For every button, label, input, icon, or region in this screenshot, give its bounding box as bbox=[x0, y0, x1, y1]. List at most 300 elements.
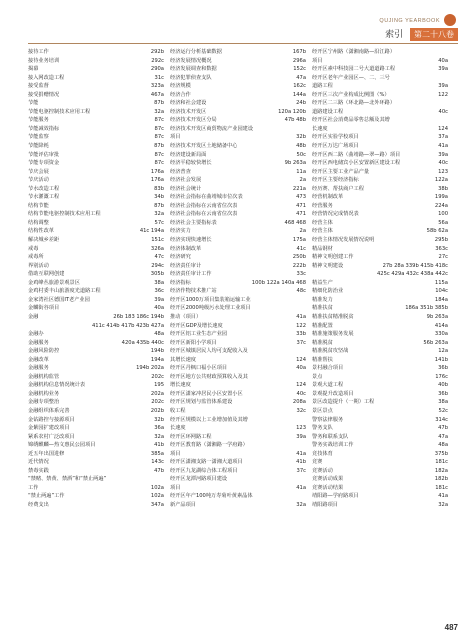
index-entry bbox=[28, 313, 164, 322]
index-page-ref: 36a bbox=[154, 425, 164, 432]
index-entry bbox=[170, 74, 306, 83]
index-page-ref: 100 bbox=[438, 211, 448, 218]
index-term: 经开区九龙湖综合体工程项目 bbox=[170, 467, 238, 474]
index-term: 增长速度 bbox=[170, 382, 191, 389]
index-term: 节庆会展 bbox=[28, 168, 49, 175]
index-term: 收工程 bbox=[170, 407, 186, 414]
index-term: 节能专项资金 bbox=[28, 160, 60, 167]
index-page-ref: 32c bbox=[296, 407, 306, 414]
index-entry bbox=[312, 492, 448, 501]
index-page-ref: 41a bbox=[438, 493, 448, 500]
index-entry bbox=[312, 484, 448, 493]
yearbook-logo-icon bbox=[444, 14, 456, 26]
index-entry bbox=[312, 450, 448, 459]
index-page-ref: 32b bbox=[296, 134, 306, 141]
index-entry bbox=[170, 159, 306, 168]
index-page-ref: 33b bbox=[296, 331, 306, 338]
index-entry bbox=[312, 91, 448, 100]
index-entry bbox=[170, 116, 306, 125]
index-entry bbox=[28, 74, 164, 83]
index-term: 竞赛活动 bbox=[312, 467, 333, 474]
index-page-ref: 40a bbox=[438, 57, 448, 64]
index-page-ref: 47a bbox=[438, 433, 448, 440]
index-entry bbox=[170, 304, 306, 313]
index-page-ref: 38a bbox=[438, 399, 448, 406]
index-term: 金麟街谷项目 bbox=[28, 305, 60, 312]
index-entry bbox=[312, 193, 448, 202]
index-term: 金家湾社区德国IT老产业园 bbox=[28, 296, 90, 303]
index-page-ref: 27c bbox=[438, 254, 448, 261]
index-entry bbox=[312, 202, 448, 211]
index-term: 禁毒实践 bbox=[28, 467, 49, 474]
index-entry bbox=[170, 287, 306, 296]
index-page-ref: 167b bbox=[292, 49, 306, 55]
index-entry bbox=[312, 82, 448, 91]
index-entry bbox=[312, 57, 448, 66]
index-entry bbox=[28, 159, 164, 168]
index-term: 经开区年产100吨万寿菊叶黄素晶体 bbox=[170, 493, 253, 500]
index-page-ref: 144a bbox=[292, 91, 306, 98]
index-page-ref: 250b bbox=[292, 254, 306, 261]
index-page-ref: 326a bbox=[150, 245, 164, 252]
index-page-ref: 123 bbox=[296, 425, 306, 432]
index-entry bbox=[312, 142, 448, 151]
index-page-ref: 294c bbox=[151, 262, 164, 269]
index-entry bbox=[312, 364, 448, 373]
index-term: 接待工作 bbox=[28, 49, 49, 55]
index-page-ref: 375b bbox=[434, 450, 448, 457]
index-entry bbox=[170, 390, 306, 399]
index-term: 经济技术开发区分局 bbox=[170, 117, 217, 124]
index-term: 项目 bbox=[170, 484, 181, 491]
index-entry bbox=[312, 65, 448, 74]
index-term: 警务支队 bbox=[312, 425, 333, 432]
index-term: 经开区城镇居民人均可支配收入及 bbox=[170, 348, 248, 355]
index-entry bbox=[28, 202, 164, 211]
index-term: 节能 bbox=[28, 100, 39, 107]
index-page-ref: 176a bbox=[150, 168, 164, 175]
index-entry bbox=[28, 450, 164, 459]
index-term: 近代情况 bbox=[28, 459, 49, 466]
index-entry bbox=[170, 253, 306, 262]
index-entry bbox=[312, 48, 448, 57]
index-page-ref: 468 468 bbox=[284, 219, 306, 226]
index-entry bbox=[28, 433, 164, 442]
index-page-ref: 347a bbox=[150, 501, 164, 508]
index-term: 节能评估审批 bbox=[28, 151, 60, 158]
index-entry bbox=[28, 330, 164, 339]
index-entry bbox=[170, 245, 306, 254]
index-page-ref: 104c bbox=[435, 288, 448, 295]
index-term: 经济社会指标在云南省位次表 bbox=[170, 211, 238, 218]
index-term: 精准施策服务发展 bbox=[312, 331, 354, 338]
index-entry bbox=[170, 364, 306, 373]
index-entry bbox=[28, 441, 164, 450]
index-entry bbox=[28, 339, 164, 348]
index-page-ref: 222b bbox=[292, 262, 306, 269]
index-term: 工作 bbox=[28, 484, 39, 491]
index-entry bbox=[28, 253, 164, 262]
index-page-ref: 296a bbox=[292, 57, 306, 64]
index-page-ref: 194b bbox=[150, 348, 164, 355]
index-entry bbox=[312, 296, 448, 305]
index-entry bbox=[312, 347, 448, 356]
index-entry bbox=[170, 82, 306, 91]
index-page-ref: 26b 183 186c 194b bbox=[113, 313, 164, 320]
index-entry bbox=[170, 48, 306, 57]
index-page-ref: 224a bbox=[434, 202, 448, 209]
index-entry bbox=[312, 253, 448, 262]
index-entry bbox=[312, 322, 448, 331]
index-term: 经营主体 bbox=[312, 228, 333, 235]
index-page-ref: 323a bbox=[150, 83, 164, 90]
index-term: 警务和联系支队 bbox=[312, 433, 349, 440]
index-page-ref: 414a bbox=[434, 322, 448, 329]
page-number: 487 bbox=[444, 623, 458, 632]
index-entry bbox=[170, 151, 306, 160]
index-term: 金融专项整治 bbox=[28, 399, 60, 406]
index-entry bbox=[312, 168, 448, 177]
index-page-ref: 292c bbox=[151, 57, 164, 64]
index-page-ref: 182a bbox=[434, 467, 448, 474]
index-term: 节水改造工程 bbox=[28, 185, 60, 192]
index-entry bbox=[28, 467, 164, 476]
index-entry bbox=[312, 424, 448, 433]
index-entry bbox=[312, 279, 448, 288]
index-term: 经营机制改革 bbox=[312, 194, 344, 201]
index-entry bbox=[312, 381, 448, 390]
index-term: 经开区二三路（环北路—北外环路） bbox=[312, 100, 396, 107]
index-page-ref: 182b bbox=[434, 476, 448, 483]
index-page-ref: 41c bbox=[296, 245, 306, 252]
index-page-ref: 32a bbox=[438, 501, 448, 508]
index-term: 经济技术开发区 bbox=[170, 108, 207, 115]
index-entry bbox=[312, 99, 448, 108]
index-page-ref: 39a bbox=[154, 296, 164, 303]
index-term: 借助互联网创建 bbox=[28, 271, 65, 278]
index-term: 经济发展调查和数据 bbox=[170, 66, 217, 73]
section-title: 索引 bbox=[385, 30, 404, 40]
index-page-ref: 47a bbox=[296, 74, 306, 81]
index-page-ref: 186a 351b 385b bbox=[405, 305, 448, 312]
index-term: 经济社会发展 bbox=[170, 177, 202, 184]
index-term: 金融机构业务 bbox=[28, 390, 60, 397]
index-entry bbox=[170, 373, 306, 382]
index-term: 经开区老年产业园区—、二、三号 bbox=[312, 74, 390, 81]
index-entry bbox=[28, 501, 164, 510]
index-page-ref: 33c bbox=[296, 271, 306, 278]
index-term: 经开区龙潭河路项目建设 bbox=[170, 476, 228, 483]
index-entry bbox=[28, 99, 164, 108]
index-page-ref: 48b bbox=[296, 143, 306, 150]
index-term: 紧系农村广泛改项目 bbox=[28, 433, 75, 440]
index-entry bbox=[170, 339, 306, 348]
index-page-ref: 39a bbox=[438, 83, 448, 90]
index-term: 戒毒所 bbox=[28, 254, 44, 261]
index-term: 景区改造提升（一期）工程 bbox=[312, 399, 375, 406]
index-page-ref: 184a bbox=[434, 296, 448, 303]
index-term: 经济合作 bbox=[170, 91, 191, 98]
index-entry bbox=[28, 125, 164, 134]
index-term: 项目 bbox=[170, 134, 181, 141]
index-page-ref: 47c bbox=[154, 254, 164, 261]
index-page-ref: 176a bbox=[150, 177, 164, 184]
index-term: 经开区GDP及增长速度 bbox=[170, 322, 223, 329]
index-term: 锦绣麒麟—热文惠民公园项目 bbox=[28, 442, 96, 449]
index-term: 经开区丹枫口福小区项目 bbox=[170, 365, 228, 372]
index-page-ref: 102a bbox=[150, 493, 164, 500]
index-entry bbox=[28, 236, 164, 245]
index-term: 经济技术开发区土地储备中心 bbox=[170, 143, 238, 150]
index-term: 经济责任审计工作 bbox=[170, 271, 212, 278]
index-page-ref: 141b bbox=[434, 356, 448, 363]
index-term: 经开区宁州路（潇湘南路—沿江路） bbox=[312, 49, 396, 55]
index-term: 金融机构信息情况统计表 bbox=[28, 382, 86, 389]
index-term: 经济社会指标在云南省位次表 bbox=[170, 202, 238, 209]
index-page-ref: 87c bbox=[154, 160, 164, 167]
index-entry bbox=[170, 91, 306, 100]
index-entry bbox=[312, 501, 448, 510]
index-entry bbox=[28, 416, 164, 425]
index-page-ref: 39a bbox=[438, 66, 448, 73]
index-entry bbox=[312, 262, 448, 271]
index-page-ref: 87c bbox=[154, 117, 164, 124]
index-term: 景观大道工程 bbox=[312, 382, 344, 389]
index-entry bbox=[28, 347, 164, 356]
index-entry bbox=[28, 82, 164, 91]
index-page-ref: 122 bbox=[296, 322, 306, 329]
index-term: 经开区2000吨级污水处理工业项目 bbox=[170, 305, 251, 312]
index-entry bbox=[170, 296, 306, 305]
index-term: 经开区地方公共财政预算收入及其 bbox=[170, 373, 248, 380]
index-page-ref: 32a bbox=[296, 501, 306, 508]
index-page-ref: 47b 48b bbox=[284, 117, 306, 124]
index-term: 金融服务 bbox=[28, 339, 49, 346]
index-term: 金融改革 bbox=[28, 356, 49, 363]
index-entry bbox=[312, 304, 448, 313]
index-entry bbox=[170, 193, 306, 202]
index-page-ref: 87c bbox=[154, 125, 164, 132]
index-term: 经开区素中科技园二号大道道路工程 bbox=[312, 66, 396, 73]
index-entry bbox=[312, 330, 448, 339]
index-page-ref: 41a bbox=[438, 143, 448, 150]
index-entry bbox=[170, 236, 306, 245]
index-term: 精准配置 bbox=[312, 322, 333, 329]
index-page-ref: 202c bbox=[151, 399, 164, 406]
index-page-ref: 56a bbox=[438, 219, 448, 226]
index-entry bbox=[312, 125, 448, 134]
index-entry bbox=[28, 262, 164, 271]
index-term: 经开区西电储宾小区安置新区建设工程 bbox=[312, 160, 401, 167]
index-page-ref: 37c bbox=[296, 467, 306, 474]
index-entry bbox=[312, 133, 448, 142]
index-entry bbox=[312, 245, 448, 254]
index-term: 经开区西二路（曲靖路—翠—路）项目 bbox=[312, 151, 401, 158]
index-term: 经开区潇家冲居民小区安置小区 bbox=[170, 390, 243, 397]
index-term: 经营主体 bbox=[312, 219, 333, 226]
index-entry bbox=[28, 398, 164, 407]
index-entry bbox=[312, 287, 448, 296]
index-term: 金鸡峰丛旅游景观景区 bbox=[28, 279, 80, 286]
index-term: 警务实战培训工作 bbox=[312, 442, 354, 449]
index-page-ref: 39a bbox=[296, 433, 306, 440]
index-term: 经济平稳较快增长 bbox=[170, 160, 212, 167]
index-term: 节能降耗 bbox=[28, 143, 49, 150]
index-page-ref: 40c bbox=[438, 160, 448, 167]
index-entry bbox=[170, 501, 306, 510]
index-term: 解决城乡差距 bbox=[28, 237, 60, 244]
index-term: 经开区社会消费品零售总额及其增 bbox=[312, 117, 390, 124]
index-page-ref: 37a bbox=[438, 134, 448, 141]
index-entry bbox=[312, 467, 448, 476]
index-term: 长速度 bbox=[312, 125, 328, 132]
header-divider bbox=[28, 43, 458, 44]
index-term: 结构节能电驱控制技术应用工程 bbox=[28, 211, 101, 218]
index-entry bbox=[170, 185, 306, 194]
index-term: 接待业务培训 bbox=[28, 57, 60, 64]
index-page-ref: 162c bbox=[293, 83, 306, 90]
index-entry bbox=[28, 424, 164, 433]
index-page-ref: 471 bbox=[296, 211, 306, 218]
index-entry bbox=[28, 133, 164, 142]
index-term: 经济实现快速增长 bbox=[170, 237, 212, 244]
index-entry bbox=[170, 168, 306, 177]
index-page-ref: 40c bbox=[438, 108, 448, 115]
index-term: 结构节能 bbox=[28, 202, 49, 209]
index-page-ref: 87b bbox=[154, 143, 164, 150]
index-page-ref: 175a bbox=[292, 237, 306, 244]
index-page-ref: 48a bbox=[438, 442, 448, 449]
index-entry bbox=[312, 407, 448, 416]
index-entry bbox=[28, 193, 164, 202]
index-page-ref: 9b 263a bbox=[284, 160, 306, 167]
index-term: 经开区环网路工程 bbox=[170, 433, 212, 440]
index-page-ref: 202c bbox=[151, 373, 164, 380]
page-header bbox=[385, 27, 458, 41]
index-entry bbox=[28, 185, 164, 194]
index-term: 竞赛活动结果 bbox=[312, 484, 344, 491]
index-entry bbox=[170, 492, 306, 501]
volume-badge: 第二十八卷 bbox=[410, 28, 458, 41]
index-page-ref: 48c bbox=[296, 288, 306, 295]
index-page-ref: 47b bbox=[438, 425, 448, 432]
index-term: 揭幕 bbox=[28, 66, 39, 73]
index-page-ref: 124 bbox=[438, 125, 448, 132]
index-term: 精益生产 bbox=[312, 279, 333, 286]
index-term: 景区景点 bbox=[312, 407, 333, 414]
index-entry bbox=[170, 398, 306, 407]
index-page-ref: 124 bbox=[296, 356, 306, 363]
index-entry bbox=[28, 210, 164, 219]
index-page-ref: 176c bbox=[435, 373, 448, 380]
index-term: 道路建设工程 bbox=[312, 108, 344, 115]
index-term: “禁赌、禁黄、禁酒”和“禁止两遍” bbox=[28, 476, 107, 483]
index-page-ref: 31c bbox=[154, 74, 164, 81]
index-term: 金融组织体系完善 bbox=[28, 407, 70, 414]
index-page-ref: 411c 414b 417b 423b 427a bbox=[91, 322, 164, 329]
index-term: 竞赛 bbox=[312, 459, 323, 466]
index-term: 金融办 bbox=[28, 331, 44, 338]
index-entry bbox=[312, 151, 448, 160]
index-term: 经济和社会建设 bbox=[170, 100, 207, 107]
index-entry bbox=[170, 219, 306, 228]
index-page-ref: 56b 263a bbox=[423, 339, 448, 346]
index-entry bbox=[28, 484, 164, 493]
index-page-ref: 40c bbox=[296, 390, 306, 397]
index-entry bbox=[312, 116, 448, 125]
index-entry bbox=[170, 347, 306, 356]
index-term: 金鸡村委丰山旅游度光道路工程 bbox=[28, 288, 101, 295]
index-term: 节能服务 bbox=[28, 117, 49, 124]
index-page-ref: 467a bbox=[150, 91, 164, 98]
index-term: 戒毒 bbox=[28, 245, 39, 252]
index-entry bbox=[28, 227, 164, 236]
index-term: 精准脱贫 bbox=[312, 339, 333, 346]
index-entry bbox=[170, 133, 306, 142]
index-page-ref: 38b bbox=[438, 185, 448, 192]
index-page-ref: 32b bbox=[154, 416, 164, 423]
index-page-ref: 151c bbox=[151, 237, 164, 244]
index-page-ref: 2a bbox=[299, 177, 306, 184]
index-entry bbox=[312, 339, 448, 348]
index-page-ref: 41a bbox=[296, 484, 306, 491]
index-page-ref: 48a bbox=[154, 331, 164, 338]
index-term: 节能电驱控制技术应用工程 bbox=[28, 108, 91, 115]
index-term: 道路工程 bbox=[312, 83, 333, 90]
index-term: 经开区铝工业生态产业园 bbox=[170, 331, 228, 338]
index-term: 精神文明创建工作 bbox=[312, 254, 354, 261]
index-page-ref: 38a bbox=[154, 279, 164, 286]
index-term: 经济研究 bbox=[170, 254, 191, 261]
index-term: 景村融合项目 bbox=[312, 365, 344, 372]
index-entry bbox=[28, 65, 164, 74]
index-entry bbox=[28, 458, 164, 467]
index-page-ref: 199a bbox=[434, 194, 448, 201]
index-entry bbox=[28, 390, 164, 399]
index-term: 经济作物技术推广站 bbox=[170, 288, 217, 295]
index-term: 推动（项目） bbox=[170, 313, 202, 320]
index-entry bbox=[312, 219, 448, 228]
index-term: 经济运行分析基础数据 bbox=[170, 49, 222, 55]
index-term: 经开区万达广场项目 bbox=[312, 143, 359, 150]
index-page-ref: 87b bbox=[154, 100, 164, 107]
index-term: 精准扶贫 bbox=[312, 305, 333, 312]
index-term: 经开区规划与监管体系建设 bbox=[170, 399, 233, 406]
index-term: 项目 bbox=[312, 57, 323, 64]
index-page-ref: 41b bbox=[154, 442, 164, 449]
index-term: 经济社会主要指标表 bbox=[170, 219, 217, 226]
index-entry bbox=[170, 467, 306, 476]
index-term: 接受监督 bbox=[28, 83, 49, 90]
index-entry bbox=[170, 458, 306, 467]
index-page-ref: 124 bbox=[296, 382, 306, 389]
index-page-ref: 34b bbox=[154, 194, 164, 201]
index-term: 景点 bbox=[312, 373, 323, 380]
index-entry bbox=[170, 99, 306, 108]
index-page-ref: 40a bbox=[296, 365, 306, 372]
index-entry bbox=[312, 210, 448, 219]
index-entry bbox=[312, 185, 448, 194]
index-entry bbox=[28, 91, 164, 100]
index-entry bbox=[170, 262, 306, 271]
index-page-ref: 40b bbox=[438, 382, 448, 389]
index-column-3 bbox=[312, 48, 448, 510]
index-entry bbox=[170, 210, 306, 219]
index-entry bbox=[312, 475, 448, 484]
index-term: 长速度 bbox=[170, 425, 186, 432]
index-term: 经开区新阳小学项目 bbox=[170, 339, 217, 346]
index-term: 经费支出 bbox=[28, 501, 49, 508]
